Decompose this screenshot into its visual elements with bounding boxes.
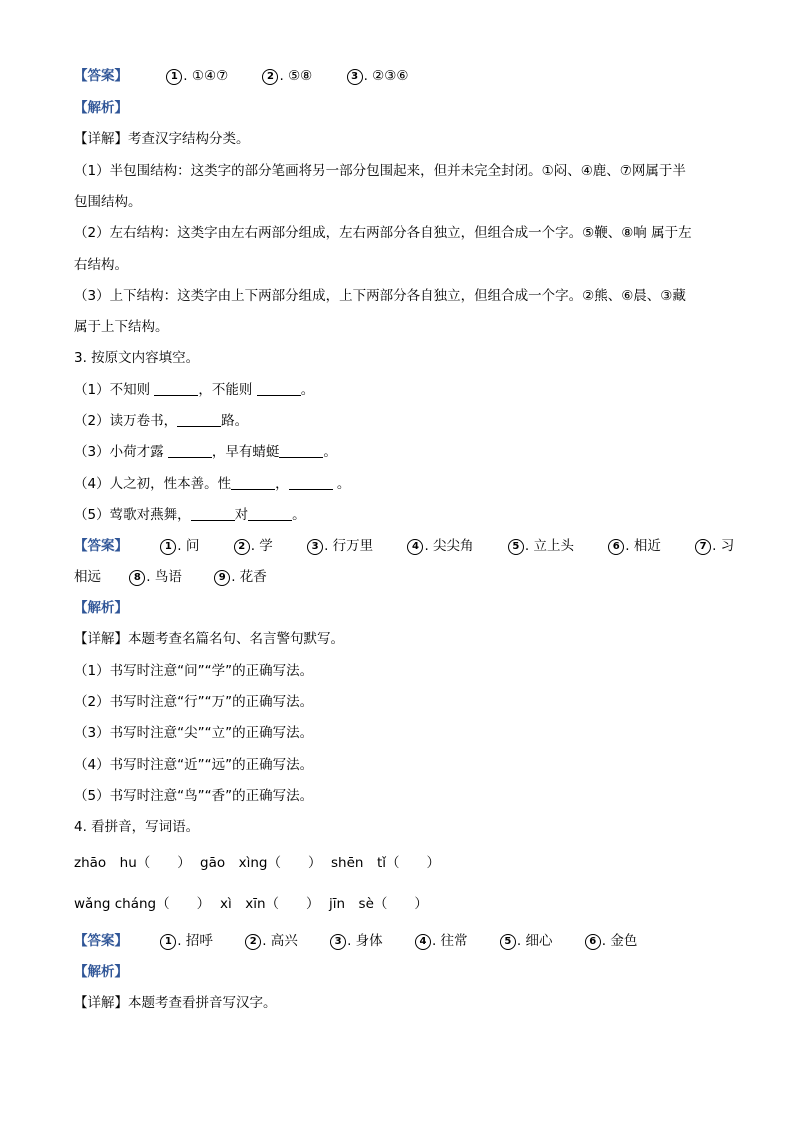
paragraph-line: （1）书写时注意“问”“学”的正确写法。: [74, 663, 314, 679]
answer-item: 8 . 鸟语: [129, 567, 182, 587]
paragraph-line: （4）书写时注意“近”“远”的正确写法。: [74, 757, 314, 773]
pinyin-item: wǎng cháng（ ）: [74, 896, 211, 912]
answer-item: 1 . 招呼: [160, 931, 213, 951]
circled-number: 1: [160, 934, 176, 950]
blank: [177, 412, 221, 427]
pinyin-item: jīn sè（ ）: [329, 896, 428, 912]
paragraph-line: （2）书写时注意“行”“万”的正确写法。: [74, 694, 314, 710]
q3-answer-row-2: 相远 8 . 鸟语 9 . 花香: [74, 569, 267, 585]
pinyin-item: shēn tǐ（ ）: [331, 855, 440, 871]
paragraph-line: （1）半包围结构：这类字的部分笔画将另一部分包围起来，但并未完全封闭。①闷、④鹿、⑦网属于半: [74, 163, 686, 179]
paragraph-line: （2）左右结构：这类字由左右两部分组成，左右两部分各自独立，但组合成一个字。⑤鞭、⑧响 属于左: [74, 225, 692, 241]
pinyin-row: [74, 894, 428, 914]
answer-item: 3 . 身体: [330, 931, 383, 951]
detail-tag: 【详解】: [74, 995, 128, 1011]
detail-row: [74, 993, 277, 1013]
answer-item: 6 . 金色: [585, 931, 638, 951]
answer-item: 7 . 习: [695, 536, 734, 556]
blank: [231, 475, 275, 490]
detail-tag: 【详解】: [74, 631, 128, 647]
answer-item: 9 . 花香: [214, 567, 267, 587]
analysis-tag: 【解析】: [74, 100, 128, 116]
answer-item: 5 . 立上头: [508, 536, 574, 556]
blank: [191, 506, 235, 521]
detail-text: 考查汉字结构分类。: [128, 131, 250, 147]
blank: [289, 475, 333, 490]
circled-number: 4: [407, 539, 423, 555]
q3-answer-row: [74, 536, 734, 556]
answer-item: 5 . 细心: [500, 931, 553, 951]
blank: [248, 506, 292, 521]
blank: [257, 381, 301, 396]
pinyin-row: [74, 853, 440, 873]
circled-number: 9: [214, 570, 230, 586]
blank: [168, 443, 212, 458]
question-title: 3. 按原文内容填空。: [74, 350, 200, 366]
paragraph-line: （3）上下结构：这类字由上下两部分组成，上下两部分各自独立，但组合成一个字。②熊、⑥晨、③藏: [74, 288, 686, 304]
circled-number: 4: [415, 934, 431, 950]
circled-number: 2: [245, 934, 261, 950]
question-title: 4. 看拼音，写词语。: [74, 819, 200, 835]
answer-item: 4 . 尖尖角: [407, 536, 473, 556]
analysis-tag: 【解析】: [74, 964, 128, 980]
paragraph-line: 属于上下结构。: [74, 319, 169, 335]
detail-tag: 【详解】: [74, 131, 128, 147]
pinyin-item: xì xīn（ ）: [220, 896, 320, 912]
pinyin-item: zhāo hu（ ）: [74, 855, 191, 871]
fill-blank-item: （5）莺歌对燕舞， 对 。: [74, 507, 306, 523]
blank: [154, 381, 198, 396]
answer-item: 3 . ②③⑥: [347, 66, 409, 86]
detail-row: [74, 629, 344, 649]
answer-item: 2 . 高兴: [245, 931, 298, 951]
paragraph-line: （5）书写时注意“鸟”“香”的正确写法。: [74, 788, 314, 804]
circled-number: 3: [307, 539, 323, 555]
paragraph-line: 包围结构。: [74, 194, 142, 210]
answer-item: 1 . 问: [160, 536, 199, 556]
analysis-tag: 【解析】: [74, 600, 128, 616]
fill-blank-item: （2）读万卷书， 路。: [74, 413, 249, 429]
circled-number: 2: [234, 539, 250, 555]
q4-answer-row: [74, 931, 637, 951]
circled-number: 2: [262, 69, 278, 85]
answer-item: 2 . ⑤⑧: [262, 66, 312, 86]
circled-number: 8: [129, 570, 145, 586]
answer-item: 2 . 学: [234, 536, 273, 556]
circled-number: 6: [608, 539, 624, 555]
answer-tag: 【答案】: [74, 68, 128, 84]
answer-item: 1 . ①④⑦: [166, 66, 228, 86]
circled-number: 6: [585, 934, 601, 950]
answer-tag: 【答案】: [74, 933, 128, 949]
paragraph-line: 右结构。: [74, 257, 128, 273]
answer-item: 4 . 往常: [415, 931, 468, 951]
q2-answer-row: [74, 66, 408, 86]
answer-item: 6 . 相近: [608, 536, 661, 556]
circled-number: 7: [695, 539, 711, 555]
circled-number: 5: [500, 934, 516, 950]
pinyin-item: gāo xìng（ ）: [200, 855, 322, 871]
fill-blank-item: （1）不知则 ，不能则 。: [74, 382, 315, 398]
circled-number: 1: [160, 539, 176, 555]
detail-row: [74, 129, 250, 149]
detail-text: 本题考查名篇名句、名言警句默写。: [128, 631, 344, 647]
circled-number: 1: [166, 69, 182, 85]
detail-text: 本题考查看拼音写汉字。: [128, 995, 277, 1011]
answer-tag: 【答案】: [74, 538, 128, 554]
circled-number: 5: [508, 539, 524, 555]
circled-number: 3: [347, 69, 363, 85]
fill-blank-item: （3）小荷才露 ，早有蜻蜓 。: [74, 444, 337, 460]
answer-item: 3 . 行万里: [307, 536, 373, 556]
blank: [279, 443, 323, 458]
fill-blank-item: （4）人之初，性本善。性 ， 。: [74, 476, 351, 492]
paragraph-line: （3）书写时注意“尖”“立”的正确写法。: [74, 725, 314, 741]
circled-number: 3: [330, 934, 346, 950]
